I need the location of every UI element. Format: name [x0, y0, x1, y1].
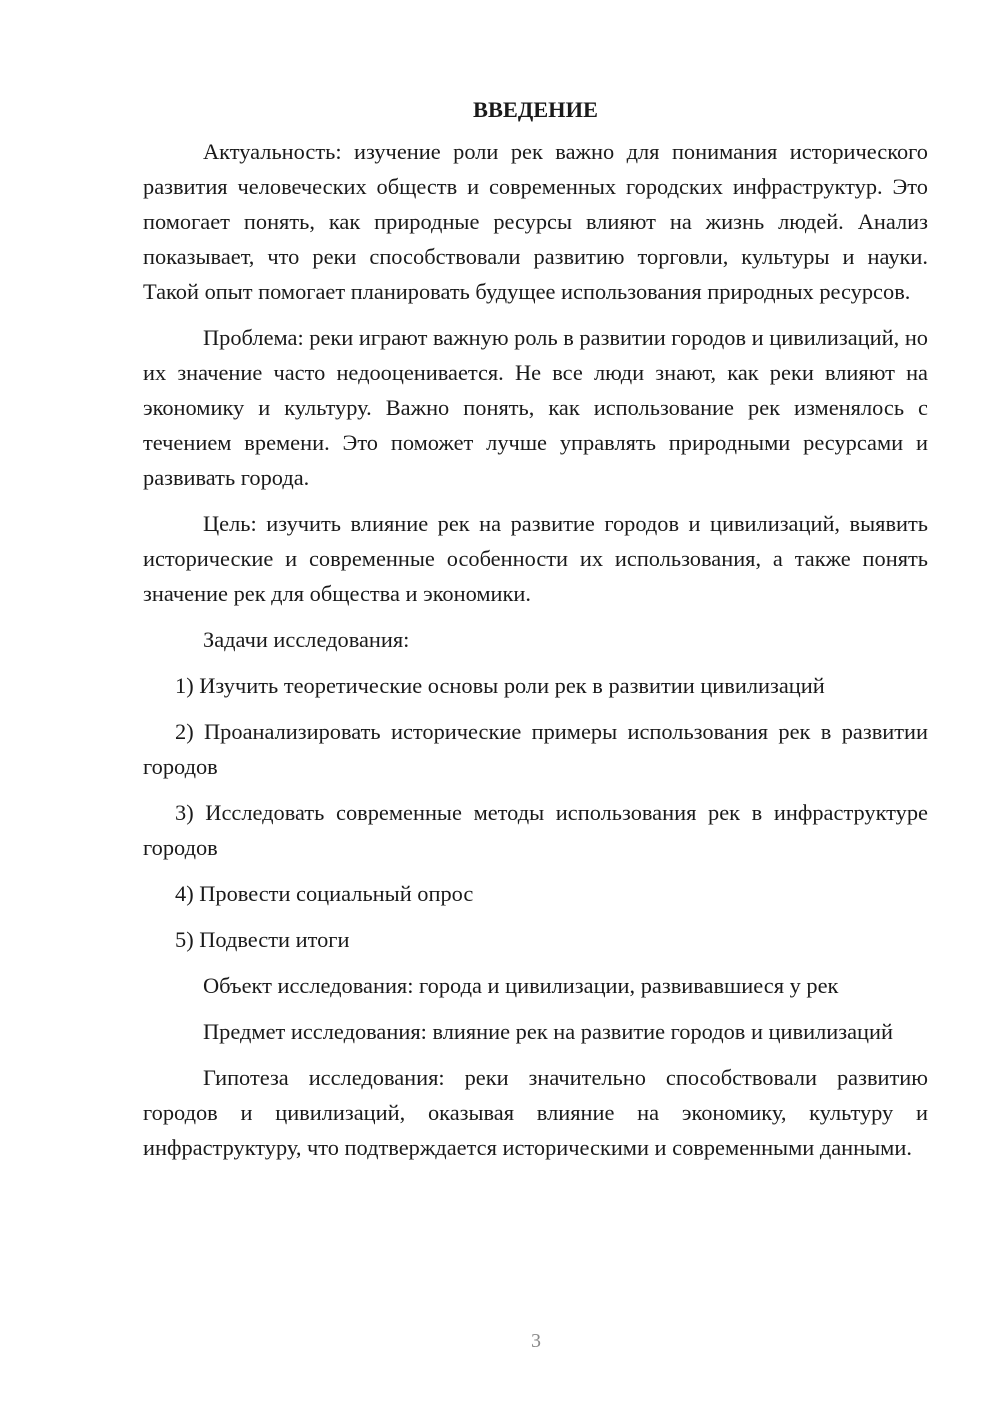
relevance-paragraph: Актуальность: изучение роли рек важно для понимания исторического развития человеческих обществ и современных городских инфраструктур. Это помогает понять, как природные ресурсы влияют на жизнь людей. Анализ показывает, что реки способствовали развитию торговли, культуры и науки. Такой опыт помогает планировать будущее использования природных ресурсов. [143, 139, 928, 304]
task-item-4: 4) Провести социальный опрос [175, 881, 474, 906]
task-item-2: 2) Проанализировать исторические примеры использования рек в развитии городов [143, 719, 928, 779]
problem-paragraph: Проблема: реки играют важную роль в развитии городов и цивилизаций, но их значение часто недооценивается. Не все люди знают, как реки влияют на экономику и культуру. Важно понять, как использование рек изменялось с течением времени. Это поможет лучше управлять природными ресурсами и развивать города. [143, 325, 928, 490]
task-item-3: 3) Исследовать современные методы использования рек в инфраструктуре городов [143, 800, 928, 860]
section-heading: ВВЕДЕНИЕ [473, 97, 598, 122]
document-body [143, 92, 928, 1176]
hypothesis-paragraph: Гипотеза исследования: реки значительно способствовали развитию городов и цивилизаций, оказывая влияние на экономику, культуру и инфраструктуру, что подтверждается историческими и современными данными. [143, 1065, 928, 1160]
page-number: 3 [531, 1330, 541, 1352]
subject-paragraph: Предмет исследования: влияние рек на развитие городов и цивилизаций [203, 1019, 893, 1044]
task-item-1: 1) Изучить теоретические основы роли рек в развитии цивилизаций [175, 673, 825, 698]
task-item-5: 5) Подвести итоги [175, 927, 350, 952]
tasks-title: Задачи исследования: [203, 627, 410, 652]
goal-paragraph: Цель: изучить влияние рек на развитие городов и цивилизаций, выявить исторические и современные особенности их использования, а также понять значение рек для общества и экономики. [143, 511, 928, 606]
object-paragraph: Объект исследования: города и цивилизации, развивавшиеся у рек [203, 973, 839, 998]
